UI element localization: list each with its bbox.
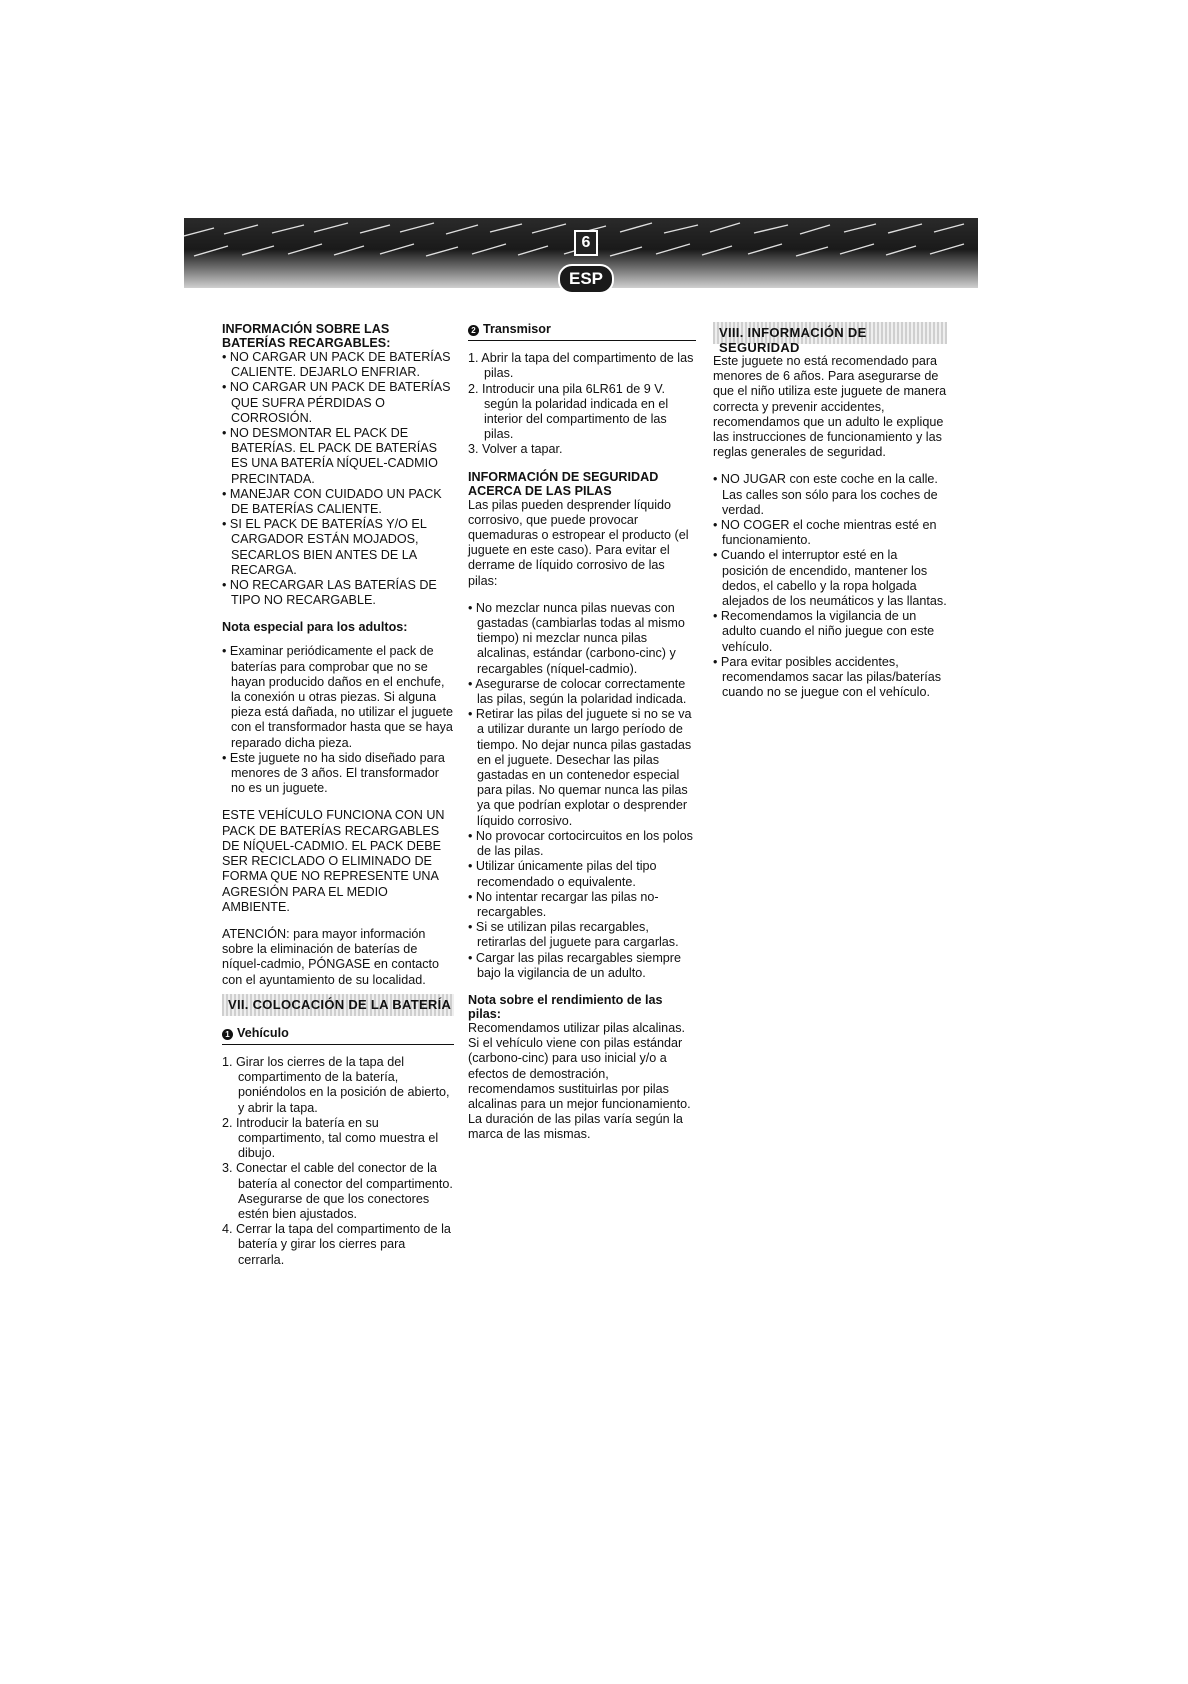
battery-safety-item: • Retirar las pilas del juguete si no se va a utilizar durante un largo período de tiempo. No dejar nunca pilas gastadas en el juguete. Desechar las pilas gastadas en un contenedor especial para pilas. No quemar nunca las pilas ya que podrían explotar o desprender líquido corrosivo. xyxy=(468,707,696,829)
safety-item: • NO COGER el coche mientras esté en funcionamiento. xyxy=(713,518,947,548)
section8-title: VIII. INFORMACIÓN DE SEGURIDAD xyxy=(719,325,867,356)
adults-heading: Nota especial para los adultos: xyxy=(222,620,408,635)
vehicle-label: Vehículo xyxy=(237,1025,289,1040)
battery-safety-item: • No mezclar nunca pilas nuevas con gastadas (cambiarlas todas al mismo tiempo) ni mezclar nunca pilas alcalinas, estándar (carbono-cinc) y recargables (níquel-cadmio). xyxy=(468,601,696,677)
battery-safety-item: • Utilizar únicamente pilas del tipo recomendado o equivalente. xyxy=(468,859,696,889)
section7-title: VII. COLOCACIÓN DE LA BATERÍA xyxy=(228,996,452,1012)
column-middle xyxy=(468,322,696,1143)
battery-safety-item: • No intentar recargar las pilas no-recargables. xyxy=(468,890,696,920)
vehicle-marker: 1 xyxy=(222,1029,233,1040)
warning-item: • NO CARGAR UN PACK DE BATERÍAS QUE SUFRA PÉRDIDAS O CORROSIÓN. xyxy=(222,380,454,426)
transmitter-label: Transmisor xyxy=(483,322,551,336)
safety-item: • Recomendamos la vigilancia de un adulto cuando el niño juegue con este vehículo. xyxy=(713,609,947,655)
adults-item: • Examinar periódicamente el pack de baterías para comprobar que no se hayan producido daños en el enchufe, la conexión u otras piezas. Si alguna pieza está dañada, no utilizar el juguete con el transformador hasta que se haya reparado dicha pieza. xyxy=(222,644,454,750)
warning-item: • MANEJAR CON CUIDADO UN PACK DE BATERÍAS CALIENTE. xyxy=(222,487,454,517)
battery-safety-item: • Si se utilizan pilas recargables, retirarlas del juguete para cargarlas. xyxy=(468,920,696,950)
vehicle-step: 2. Introducir la batería en su compartimento, tal como muestra el dibujo. xyxy=(222,1115,439,1161)
battery-safety-item: • Asegurarse de colocar correctamente las pilas, según la polaridad indicada. xyxy=(468,677,696,707)
vehicle-subheading xyxy=(222,1026,454,1045)
battery-safety-item: • No provocar cortocircuitos en los polos de las pilas. xyxy=(468,829,696,859)
battery-safety-item: • Cargar las pilas recargables siempre bajo la vigilancia de un adulto. xyxy=(468,951,696,981)
section7-bar xyxy=(222,994,454,1016)
transmitter-step: 2. Introducir una pila 6LR61 de 9 V. según la polaridad indicada en el interior del compartimento de las pilas. xyxy=(468,381,669,442)
warning-item: • NO RECARGAR LAS BATERÍAS DE TIPO NO RECARGABLE. xyxy=(222,578,454,608)
page-number: 6 xyxy=(574,230,598,256)
transmitter-step: 1. Abrir la tapa del compartimento de las pilas. xyxy=(468,351,694,381)
column-right xyxy=(713,322,947,700)
column-left xyxy=(222,322,454,1268)
rechargeable-heading: INFORMACIÓN SOBRE LAS BATERÍAS RECARGABLES: xyxy=(222,322,391,350)
recycle-text: ESTE VEHÍCULO FUNCIONA CON UN PACK DE BATERÍAS RECARGABLES DE NÍQUEL-CADMIO. EL PACK DEBE SER RECICLADO O ELIMINADO DE FORMA QUE NO REPRESENTE UNA AGRESIÓN PARA EL MEDIO AMBIENTE. xyxy=(222,808,445,914)
safety-intro: Este juguete no está recomendado para menores de 6 años. Para asegurarse de que el niño utiliza este juguete de manera correcta y prevenir accidentes, recomendamos que un adulto le explique las instrucciones de funcionamiento y las reglas generales de seguridad. xyxy=(713,354,947,460)
safety-item: • NO JUGAR con este coche en la calle. Las calles son sólo para los coches de verdad. xyxy=(713,472,947,518)
vehicle-step: 4. Cerrar la tapa del compartimento de la batería y girar los cierres para cerrarla. xyxy=(222,1222,451,1267)
safety-item: • Para evitar posibles accidentes, recomendamos sacar las pilas/baterías cuando no se juegue con el vehículo. xyxy=(713,655,947,701)
warning-item: • SI EL PACK DE BATERÍAS Y/O EL CARGADOR ESTÁN MOJADOS, SECARLOS BIEN ANTES DE LA RECARGA. xyxy=(222,517,454,578)
transmitter-subheading xyxy=(468,322,696,341)
adults-item: • Este juguete no ha sido diseñado para menores de 3 años. El transformador no es un juguete. xyxy=(222,751,454,797)
transmitter-marker: 2 xyxy=(468,325,479,336)
warnings-list xyxy=(222,350,454,608)
performance-text: Recomendamos utilizar pilas alcalinas. Si el vehículo viene con pilas estándar (carbono-cinc) para uso inicial y/o a efectos de demostración, recomendamos sustituirlas por pilas alcalinas para un mejor funcionamiento. La duración de las pilas varía según la marca de las mismas. xyxy=(468,1020,691,1142)
battery-safety-heading: INFORMACIÓN DE SEGURIDAD ACERCA DE LAS PILAS xyxy=(468,469,659,498)
safety-item: • Cuando el interruptor esté en la posición de encendido, mantener los dedos, el cabello y la ropa holgada alejados de los neumáticos y las llantas. xyxy=(713,548,947,609)
section8-bar xyxy=(713,322,947,356)
transmitter-step: 3. Volver a tapar. xyxy=(468,442,563,457)
attention-text: ATENCIÓN: para mayor información sobre la eliminación de baterías de níquel-cadmio, PÓNGASE en contacto con el ayuntamiento de su localidad. xyxy=(222,926,440,987)
language-badge: ESP xyxy=(558,264,614,294)
warning-item: • NO CARGAR UN PACK DE BATERÍAS CALIENTE. DEJARLO ENFRIAR. xyxy=(222,350,454,380)
vehicle-step: 3. Conectar el cable del conector de la batería al conector del compartimento. Asegurarse de que los conectores estén bien ajustados. xyxy=(222,1161,453,1221)
performance-heading: Nota sobre el rendimiento de las pilas: xyxy=(468,992,663,1021)
warning-item: • NO DESMONTAR EL PACK DE BATERÍAS. EL PACK DE BATERÍAS ES UNA BATERÍA NÍQUEL-CADMIO PRECINTADA. xyxy=(222,426,454,487)
vehicle-step: 1. Girar los cierres de la tapa del compartimento de la batería, poniéndolos en la posición de abierto, y abrir la tapa. xyxy=(222,1054,450,1115)
battery-safety-intro: Las pilas pueden desprender líquido corrosivo, que puede provocar quemaduras o estropear el producto (el juguete en este caso). Para evitar el derrame de líquido corrosivo de las pilas: xyxy=(468,497,689,588)
